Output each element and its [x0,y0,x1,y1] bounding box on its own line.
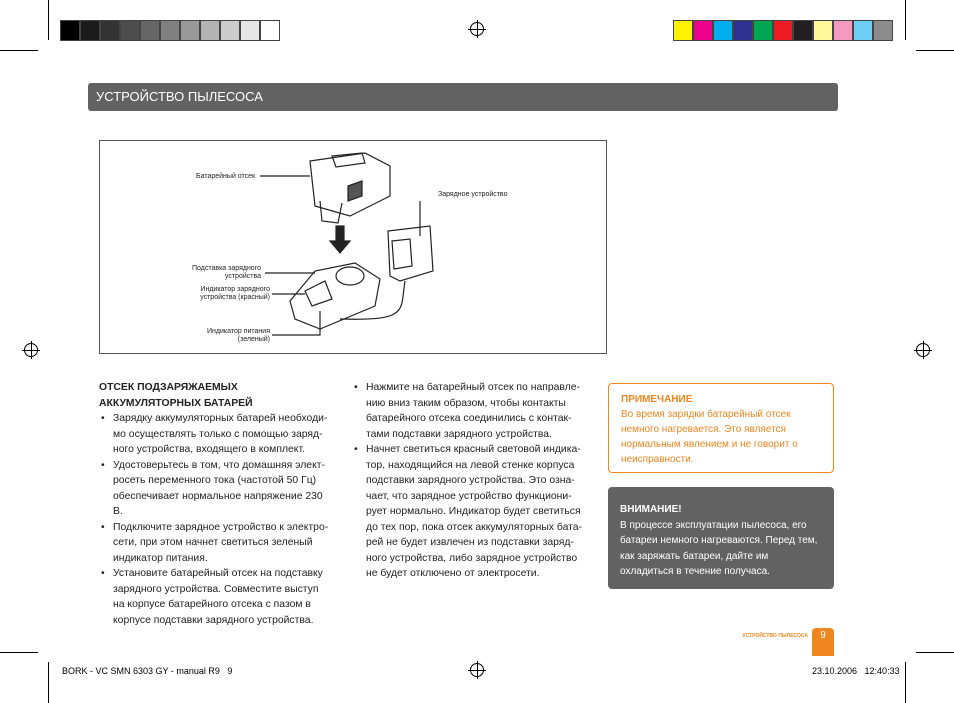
column-battery-section [99,380,331,628]
registration-mark-icon [470,663,484,677]
warning-title: ВНИМАНИЕ! [620,504,682,515]
color-swatch [773,20,793,41]
print-file-info: BORK - VC SMN 6303 GY - manual R9 9 [62,666,233,676]
color-swatch [853,20,873,41]
color-swatch [833,20,853,41]
crop-mark [916,50,954,51]
note-box [608,383,834,473]
crop-mark [0,50,38,51]
column-charging-steps [352,380,586,582]
charger-illustration [99,140,607,354]
charger-drawing [100,141,606,353]
crop-mark [48,662,49,703]
section-header: УСТРОЙСТВО ПЫЛЕСОСА [88,83,838,111]
label-pw-line1: Индикатор питания [207,328,270,335]
footer-section-name: УСТРОЙСТВО ПЫЛЕСОСА [742,633,808,639]
crop-mark [905,662,906,703]
color-swatch [240,20,260,41]
print-date: 23.10.2006 12:40:33 [812,666,900,676]
warning-text: В процессе эксплуатации пылесоса, его батареи немного нагреваются. Перед тем, как заряжать батареи, дайте им охладиться в течение получаса. [620,519,818,577]
crop-mark [905,0,906,40]
label-base-line1: Подставка зарядного [192,265,261,272]
list-item: • Подключите зарядное устройство к электро-сети, при этом начнет светиться зеленый индикатор питания. [99,520,331,567]
list-item: • Установите батарейный отсек на подставку зарядного устройства. Совместите выступ на корпусе батарейного отсека с пазом в корпусе подставки зарядного устройства. [99,566,331,628]
crop-mark [0,652,38,653]
label-ind-line1: Индикатор зарядного [200,286,270,293]
color-swatch [120,20,140,41]
label-pw-line2: (зеленый) [237,336,270,343]
list-item: • Удостоверьтесь в том, что домашняя элект-росеть переменного тока (частотой 50 Гц) обеспечивает нормальное напряжение 230 В. [99,458,331,520]
color-swatch [260,20,280,41]
label-base-line2: устройства [224,273,261,280]
color-swatch [693,20,713,41]
section-title: ОТСЕК ПОДЗАРЯЖАЕМЫХ АККУМУЛЯТОРНЫХ БАТАРЕЙ [99,382,253,409]
crop-mark [916,652,954,653]
color-swatch [733,20,753,41]
label-charge-indicator [200,286,270,302]
color-swatch [140,20,160,41]
registration-mark-icon [916,343,930,357]
list-item: • Зарядку аккумуляторных батарей необходи-мо осуществлять только с помощью заряд-ного устройства, входящего в комплект. [99,411,331,458]
color-swatch [673,20,693,41]
color-swatch [713,20,733,41]
color-swatch [220,20,240,41]
color-swatch [873,20,893,41]
color-swatch [200,20,220,41]
page-number: 9 [812,628,834,656]
registration-mark-icon [470,22,484,36]
label-battery: Батарейный отсек [196,173,256,180]
color-swatch [793,20,813,41]
color-swatch [80,20,100,41]
color-swatch [813,20,833,41]
instructions-list [99,411,331,628]
registration-mark-icon [24,343,38,357]
label-ind-line2: устройства (красный) [200,294,270,301]
color-swatch [160,20,180,41]
color-swatch [60,20,80,41]
list-item: • Начнет светиться красный световой индика-тор, находящийся на левой стенке корпуса подставки зарядного устройства. Это озна-чает, что зарядное устройство функциони-рует нормально. Индикатор будет светиться до тех пор, пока отсек аккумуляторных бата-рей не будет извлечен из подставки заряд-ного устройства, либо зарядное устройство не будет отключено от электросети. [352,442,586,582]
color-swatch [753,20,773,41]
label-charger: Зарядное устройство [438,191,508,198]
label-base [192,265,261,281]
instructions-list [352,380,586,582]
crop-mark [48,0,49,40]
note-title: ПРИМЕЧАНИЕ [621,394,693,405]
color-swatch [100,20,120,41]
list-item: • Нажмите на батарейный отсек по направле-нию вниз таким образом, чтобы контакты батарейного отсека соединились с контак-тами подставки зарядного устройства. [352,380,586,442]
warning-box [608,487,834,589]
color-swatch [180,20,200,41]
note-text: Во время зарядки батарейный отсек немного нагревается. Это является нормальным явлением и не говорит о неисправности. [621,409,798,465]
label-power-indicator [207,328,270,344]
